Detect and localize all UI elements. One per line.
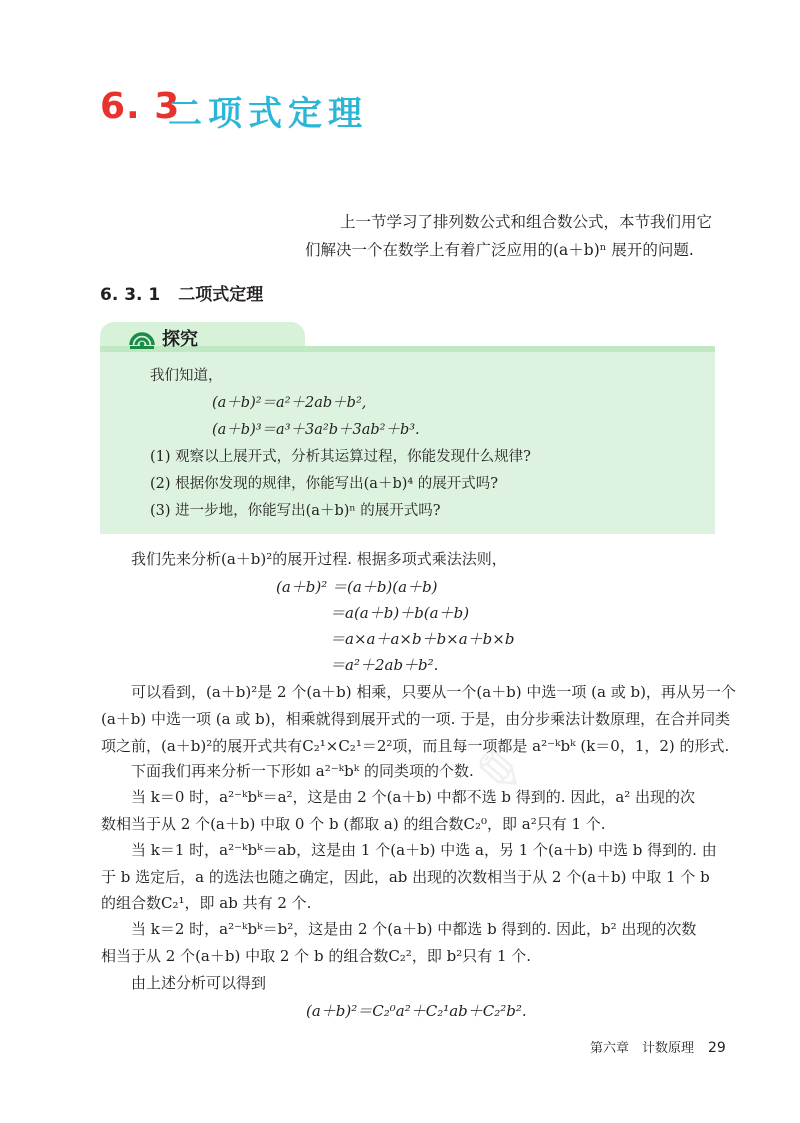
derivation-line: ＝a²＋2ab＋b².: [330, 656, 439, 674]
section-number: 6. 3: [100, 86, 181, 127]
paragraph-line: 于 b 选定后，a 的选法也随之确定，因此，ab 出现的次数相当于从 2 个(a＋b) 中取 1 个 b: [101, 868, 710, 886]
final-equation: (a＋b)²＝C₂⁰a²＋C₂¹ab＋C₂²b².: [306, 1002, 527, 1020]
explore-line: (a＋b)²＝a²＋2ab＋b²,: [212, 395, 367, 411]
paragraph-line: 相当于从 2 个(a＋b) 中取 2 个 b 的组合数C₂²，即 b²只有 1 个.: [101, 947, 532, 965]
intro-line-1: 上一节学习了排列数公式和组合数公式，本节我们用它: [340, 213, 713, 231]
chapter-label: 第六章 计数原理: [590, 1041, 695, 1056]
paragraph-line: 当 k＝1 时，a²⁻ᵏbᵏ＝ab，这是由 1 个(a＋b) 中选 a，另 1 个(a＋b) 中选 b 得到的. 由: [131, 841, 717, 859]
subsection-title: 二项式定理: [178, 285, 264, 305]
paragraph-line: 的组合数C₂¹，即 ab 共有 2 个.: [101, 894, 312, 912]
explore-line: (3) 进一步地，你能写出(a＋b)ⁿ 的展开式吗?: [150, 503, 441, 519]
derivation-line: ＝a(a＋b)＋b(a＋b): [330, 604, 470, 622]
page-footer: [590, 1037, 726, 1056]
derivation-line: ＝a×a＋a×b＋b×a＋b×b: [330, 630, 515, 648]
paragraph-line: (a＋b) 中选一项 (a 或 b)，相乘就得到展开式的一项. 于是，由分步乘法计数原理，在合并同类: [101, 710, 731, 728]
body-text: 我们先来分析(a＋b)²的展开过程. 根据多项式乘法法则，: [131, 550, 507, 568]
page-title: 二项式定理: [168, 94, 368, 134]
explore-line: 我们知道，: [150, 368, 223, 384]
paragraph-line: 当 k＝0 时，a²⁻ᵏbᵏ＝a²，这是由 2 个(a＋b) 中都不选 b 得到的. 因此，a² 出现的次: [131, 788, 696, 806]
intro-line-2: 们解决一个在数学上有着广泛应用的(a＋b)ⁿ 展开的问题.: [305, 241, 694, 259]
paragraph-line: 项之前，(a＋b)²的展开式共有C₂¹×C₂¹＝2²项，而且每一项都是 a²⁻ᵏbᵏ (k＝0，1，2) 的形式.: [101, 737, 730, 755]
derivation-line: (a＋b)² ＝(a＋b)(a＋b): [276, 578, 438, 596]
paragraph-line: 可以看到，(a＋b)²是 2 个(a＋b) 相乘，只要从一个(a＋b) 中选一项 (a 或 b)，再从另一个: [131, 683, 736, 701]
explore-icon: [128, 327, 156, 351]
page-number: 29: [708, 1040, 726, 1056]
watermark-mark: ✎: [460, 731, 527, 814]
subsection-heading: [100, 280, 263, 305]
paragraph-line: 当 k＝2 时，a²⁻ᵏbᵏ＝b²，这是由 2 个(a＋b) 中都选 b 得到的. 因此，b² 出现的次数: [131, 920, 697, 938]
paragraph-line: 下面我们再来分析一下形如 a²⁻ᵏbᵏ 的同类项的个数.: [131, 762, 474, 780]
paragraph-line: 数相当于从 2 个(a＋b) 中取 0 个 b (都取 a) 的组合数C₂⁰，即 a²只有 1 个.: [101, 815, 606, 833]
explore-line: (1) 观察以上展开式，分析其运算过程，你能发现什么规律?: [150, 449, 531, 465]
explore-label: 探究: [162, 329, 198, 350]
explore-line: (a＋b)³＝a³＋3a²b＋3ab²＋b³.: [212, 422, 420, 438]
explore-line: (2) 根据你发现的规律，你能写出(a＋b)⁴ 的展开式吗?: [150, 476, 499, 492]
subsection-number: 6. 3. 1: [100, 285, 161, 305]
paragraph-line: 由上述分析可以得到: [131, 974, 267, 992]
